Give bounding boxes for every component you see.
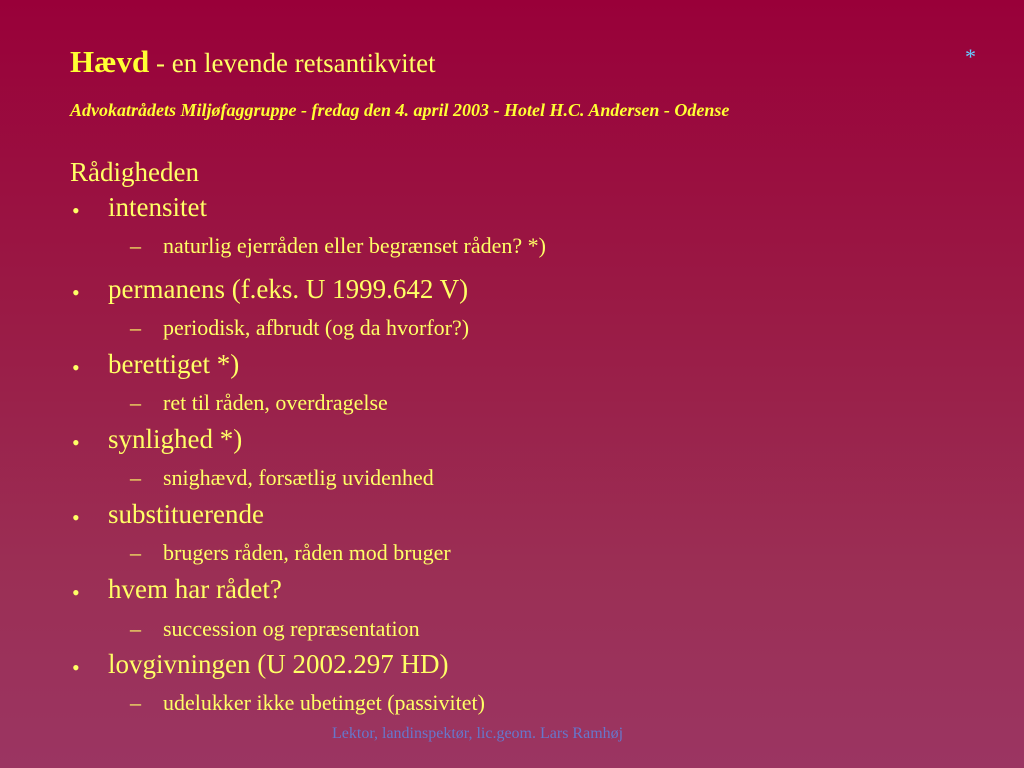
bullet-icon: • [72,430,80,455]
list-item: berettiget *) [108,349,240,379]
dash-icon: – [130,616,141,641]
title-subtext: - en levende retsantikvitet [149,48,436,78]
slide-title [70,46,436,77]
list-item: intensitet [108,192,207,222]
dash-icon: – [130,465,141,490]
sub-list-item: brugers råden, råden mod bruger [163,540,451,565]
asterisk-link[interactable]: * [965,44,976,69]
list-item: synlighed *) [108,424,243,454]
dash-icon: – [130,233,141,258]
sub-list-item: periodisk, afbrudt (og da hvorfor?) [163,315,470,340]
bullet-icon: • [72,280,80,305]
sub-list-item: succession og repræsentation [163,616,420,641]
dash-icon: – [130,315,141,340]
bullet-icon: • [72,355,80,380]
list-item: substituerende [108,499,264,529]
sub-list-item: udelukker ikke ubetinget (passivitet) [163,690,485,715]
title-main: Hævd [70,44,150,79]
list-item: hvem har rådet? [108,574,282,604]
bullet-icon: • [72,198,80,223]
slide-subtitle: Advokatrådets Miljøfaggruppe - fredag den 4. april 2003 - Hotel H.C. Andersen - Odense [70,100,730,120]
sub-list-item: snighævd, forsætlig uvidenhed [163,465,434,490]
section-heading: Rådigheden [70,157,199,187]
dash-icon: – [130,390,141,415]
footer-author: Lektor, landinspektør, lic.geom. Lars Ramhøj [332,725,624,742]
bullet-icon: • [72,655,80,680]
sub-list-item: ret til råden, overdragelse [163,390,388,415]
list-item: permanens (f.eks. U 1999.642 V) [108,274,469,304]
bullet-icon: • [72,580,80,605]
sub-list-item: naturlig ejerråden eller begrænset råden? *) [163,233,546,258]
dash-icon: – [130,540,141,565]
list-item: lovgivningen (U 2002.297 HD) [108,649,449,679]
bullet-icon: • [72,505,80,530]
dash-icon: – [130,690,141,715]
